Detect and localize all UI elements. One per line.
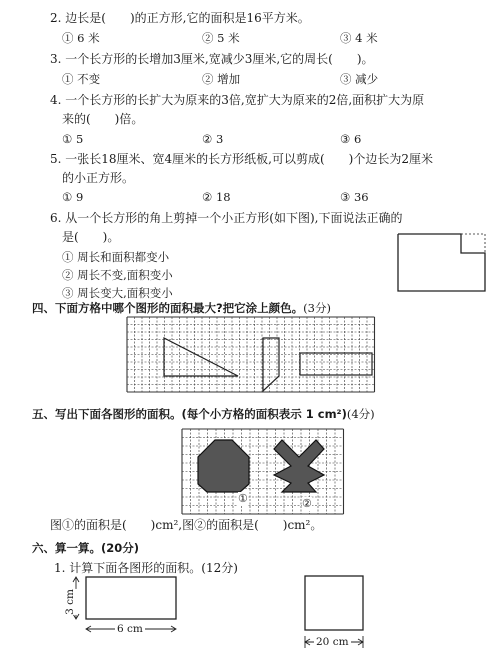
- section-4-grid: [126, 316, 376, 396]
- triangle-shape: [164, 338, 238, 376]
- q5-option-1: ① 9: [62, 190, 84, 204]
- q4-option-3: ③ 6: [340, 132, 362, 146]
- section-4-title: [32, 301, 331, 316]
- q6-option-3: ③ 周长变大,面积变小: [62, 286, 173, 300]
- q2-option-3: ③ 4 米: [340, 31, 378, 45]
- q6-option-1: ① 周长和面积都变小: [62, 250, 170, 264]
- square-width-label: 20 cm: [316, 636, 349, 648]
- section-5-answer: 图①的面积是( )cm²,图②的面积是( )cm²。: [50, 518, 323, 532]
- q4-option-2: ② 3: [202, 132, 224, 146]
- q2-option-1: ① 6 米: [62, 31, 100, 45]
- shape-2: [274, 440, 324, 492]
- q5-text-line2: 的小正方形。: [62, 171, 135, 185]
- section-5-title: [32, 407, 375, 422]
- rect-width-label: 6 cm: [117, 623, 143, 635]
- section-4-points: (3分): [303, 301, 331, 315]
- rectangle-shape: [300, 353, 372, 375]
- q6-cut-rectangle-figure: [397, 233, 487, 293]
- section-5-points: (4分): [346, 407, 375, 421]
- parallelogram-shape: [263, 338, 279, 391]
- q4-text-line1: 4. 一个长方形的长扩大为原来的3倍,宽扩大为原来的2倍,面积扩大为原: [50, 93, 425, 107]
- q5-option-2: ② 18: [202, 190, 231, 204]
- rect-height-label: 3 cm: [63, 589, 76, 615]
- q6-text-line2: 是( )。: [62, 230, 120, 244]
- q6-text-line1: 6. 从一个长方形的角上剪掉一个小正方形(如下图),下面说法正确的: [50, 211, 403, 225]
- q5-option-3: ③ 36: [340, 190, 369, 204]
- figure-1-label: ①: [238, 492, 248, 505]
- q3-option-1: ① 不变: [62, 72, 101, 86]
- figure-2-label: ②: [302, 497, 312, 510]
- section-6-title: 六、算一算。(20分): [32, 541, 140, 555]
- section-4-heading: 四、下面方格中哪个图形的面积最大?把它涂上颜色。: [32, 301, 304, 315]
- q2-text: 2. 边长是( )的正方形,它的面积是16平方米。: [50, 11, 310, 25]
- section-6-subtitle: 1. 计算下面各图形的面积。(12分): [54, 561, 238, 575]
- q4-option-1: ① 5: [62, 132, 84, 146]
- q6-option-2: ② 周长不变,面积变小: [62, 268, 173, 282]
- q3-option-2: ② 增加: [202, 72, 241, 86]
- q3-text: 3. 一个长方形的长增加3厘米,宽减少3厘米,它的周长( )。: [50, 52, 374, 66]
- q5-text-line1: 5. 一张长18厘米、宽4厘米的长方形纸板,可以剪成( )个边长为2厘米: [50, 152, 433, 166]
- section-5-grid: [181, 428, 353, 518]
- q3-option-3: ③ 减少: [340, 72, 379, 86]
- q4-text-line2: 来的( )倍。: [62, 112, 144, 126]
- q2-option-2: ② 5 米: [202, 31, 240, 45]
- section-5-heading: 五、写出下面各图形的面积。(每个小方格的面积表示 1 cm²): [32, 407, 347, 421]
